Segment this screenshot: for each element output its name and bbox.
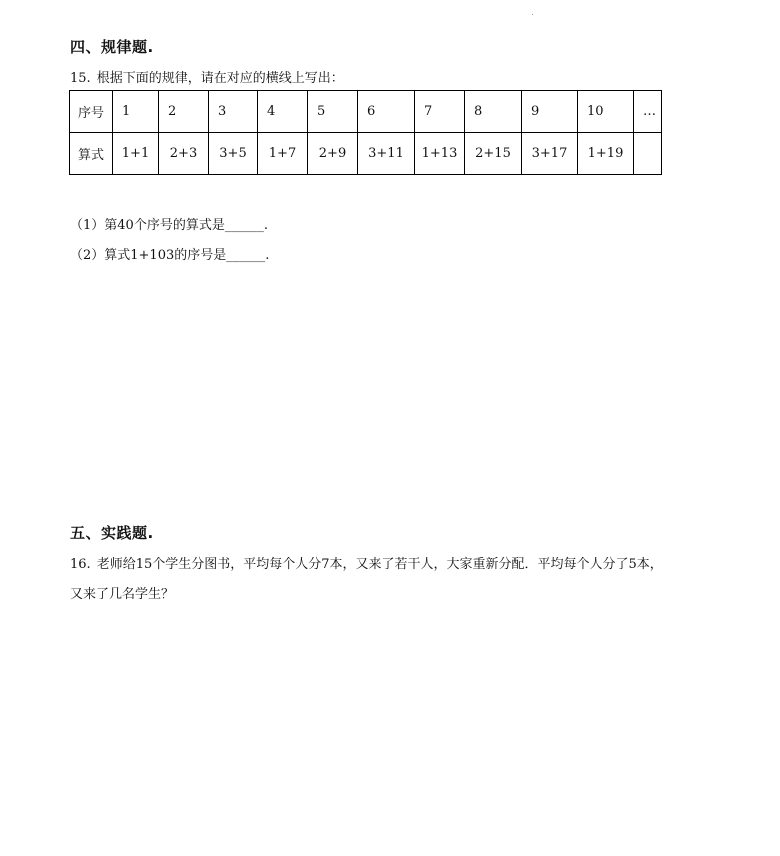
- index-cell: 2: [159, 91, 209, 133]
- formula-cell: 1+13: [415, 133, 465, 175]
- formula-cell: 1+1: [113, 133, 159, 175]
- question-16-number: 16.: [70, 557, 91, 572]
- formula-cell: 2+9: [308, 133, 358, 175]
- section-5-title: 五、实践题.: [70, 524, 154, 542]
- question-15-sub-2: （2）算式1+103的序号是______.: [70, 248, 270, 263]
- formula-row-label: 算式: [70, 133, 113, 175]
- scan-dot: [532, 14, 533, 15]
- question-15-sub-1: （1）第40个序号的算式是______.: [70, 218, 268, 233]
- index-row-label: 序号: [70, 91, 113, 133]
- index-cell-ellipsis: …: [634, 91, 662, 133]
- formula-cell-empty: [634, 133, 662, 175]
- formula-cell: 1+19: [578, 133, 634, 175]
- index-cell: 8: [465, 91, 522, 133]
- index-row: [70, 91, 662, 133]
- index-cell: 5: [308, 91, 358, 133]
- question-15-number: 15.: [70, 71, 91, 86]
- index-cell: 3: [209, 91, 258, 133]
- formula-cell: 2+3: [159, 133, 209, 175]
- formula-cell: 3+17: [522, 133, 578, 175]
- section-4-title: 四、规律题.: [70, 38, 154, 56]
- index-cell: 7: [415, 91, 465, 133]
- index-cell: 1: [113, 91, 159, 133]
- index-cell: 9: [522, 91, 578, 133]
- formula-cell: 2+15: [465, 133, 522, 175]
- pattern-table: [69, 90, 662, 175]
- formula-row: [70, 133, 662, 175]
- formula-cell: 3+5: [209, 133, 258, 175]
- question-15-stem: [70, 67, 344, 86]
- question-16-text-1: 老师给15个学生分图书，平均每个人分7本，又来了若干人，大家重新分配．平均每个人分了5本，: [96, 557, 663, 572]
- question-16-line-1: [70, 553, 663, 572]
- formula-cell: 3+11: [358, 133, 415, 175]
- index-cell: 6: [358, 91, 415, 133]
- formula-cell: 1+7: [258, 133, 308, 175]
- index-cell: 10: [578, 91, 634, 133]
- question-16-line-2: 又来了几名学生？: [70, 587, 175, 602]
- question-15-text: 根据下面的规律，请在对应的横线上写出：: [96, 71, 344, 86]
- index-cell: 4: [258, 91, 308, 133]
